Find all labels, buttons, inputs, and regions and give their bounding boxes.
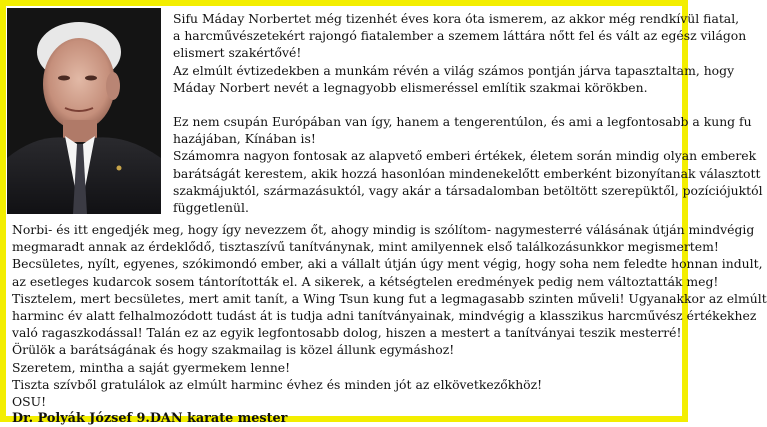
signature: Dr. Polyák József 9.DAN karate mester: [12, 411, 288, 427]
text-line: való ragaszkodással! Talán ez az egyik legfontosabb dolog, hiszen a mestert a tanítványai teszik mesterré!: [12, 325, 682, 341]
text-line: Számomra nagyon fontosak az alapvető emberi értékek, életem során mindig olyan emberek: [173, 148, 757, 164]
text-line: Az elmúlt évtizedekben a munkám révén a világ számos pontján járva tapasztaltam, hogy: [173, 62, 735, 78]
values-paragraph: [173, 113, 763, 216]
text-line: elismert szakértővé!: [173, 45, 302, 61]
text-line: Tisztelem, mert becsületes, mert amit tanít, a Wing Tsun kung fut a legmagasabb szinten műveli! Ugyanakkor az elmúlt: [12, 290, 767, 306]
intro-paragraph: [173, 10, 747, 96]
text-line: az esetleges kudarcok sosem tántorították el. A sikerek, a kétségtelen eredmények pedig nem változtatták meg!: [12, 273, 719, 289]
text-line: harminc év alatt felhalmozódott tudást át is tudja adni tanítványainak, mindvégig a klasszikus harcművész értékekhez: [12, 308, 757, 324]
tribute-paragraph: [12, 221, 767, 427]
text-line: függetlenül.: [173, 200, 249, 216]
text-line: megmaradt annak az érdeklődő, tisztaszívű tanítványnak, mint amilyennek első találkozásunkkor megismertem!: [12, 239, 719, 255]
portrait-photo: [7, 8, 161, 214]
text-line: Tiszta szívből gratulálok az elmúlt harminc évhez és minden jót az elkövetkezőkhöz!: [12, 376, 543, 392]
text-line: Szeretem, mintha a saját gyermekem lenne!: [12, 359, 291, 375]
text-line: szakmájuktól, származásuktól, vagy akár a társadalomban betöltött szerepüktől, pozíciójuktól: [173, 182, 763, 198]
text-line: a harcművészetekért rajongó fiatalember a szemem láttára nőtt fel és vált az egész világon: [173, 28, 747, 44]
text-line: Máday Norbert nevét a legnagyobb elismeréssel említik szakmai körökben.: [173, 79, 648, 95]
text-line: Örülök a barátságának és hogy szakmailag is közel állunk egymáshoz!: [12, 342, 455, 358]
text-line: hazájában, Kínában is!: [173, 131, 316, 147]
text-line: Ez nem csupán Európában van így, hanem a tengerentúlon, és ami a legfontosabb a kung fu: [173, 114, 752, 129]
text-line: barátságát kerestem, akik hozzá hasonlóan mindenekelőtt emberként bizonyítanak választott: [173, 165, 761, 181]
text-line: Norbi- és itt engedjék meg, hogy így nevezzem őt, ahogy mindig is szólítom- nagymesterré válásának útján mindvégig: [12, 222, 755, 237]
text-line: Becsületes, nyílt, egyenes, szókimondó ember, aki a vállalt útján úgy ment végig, hogy soha nem feledte honnan indult,: [12, 256, 763, 272]
text-line: OSU!: [12, 394, 47, 410]
portrait-illustration: [7, 8, 161, 214]
text-line: Sifu Máday Norbertet még tizenhét éves kora óta ismerem, az akkor még rendkívül fiatal,: [173, 11, 740, 26]
